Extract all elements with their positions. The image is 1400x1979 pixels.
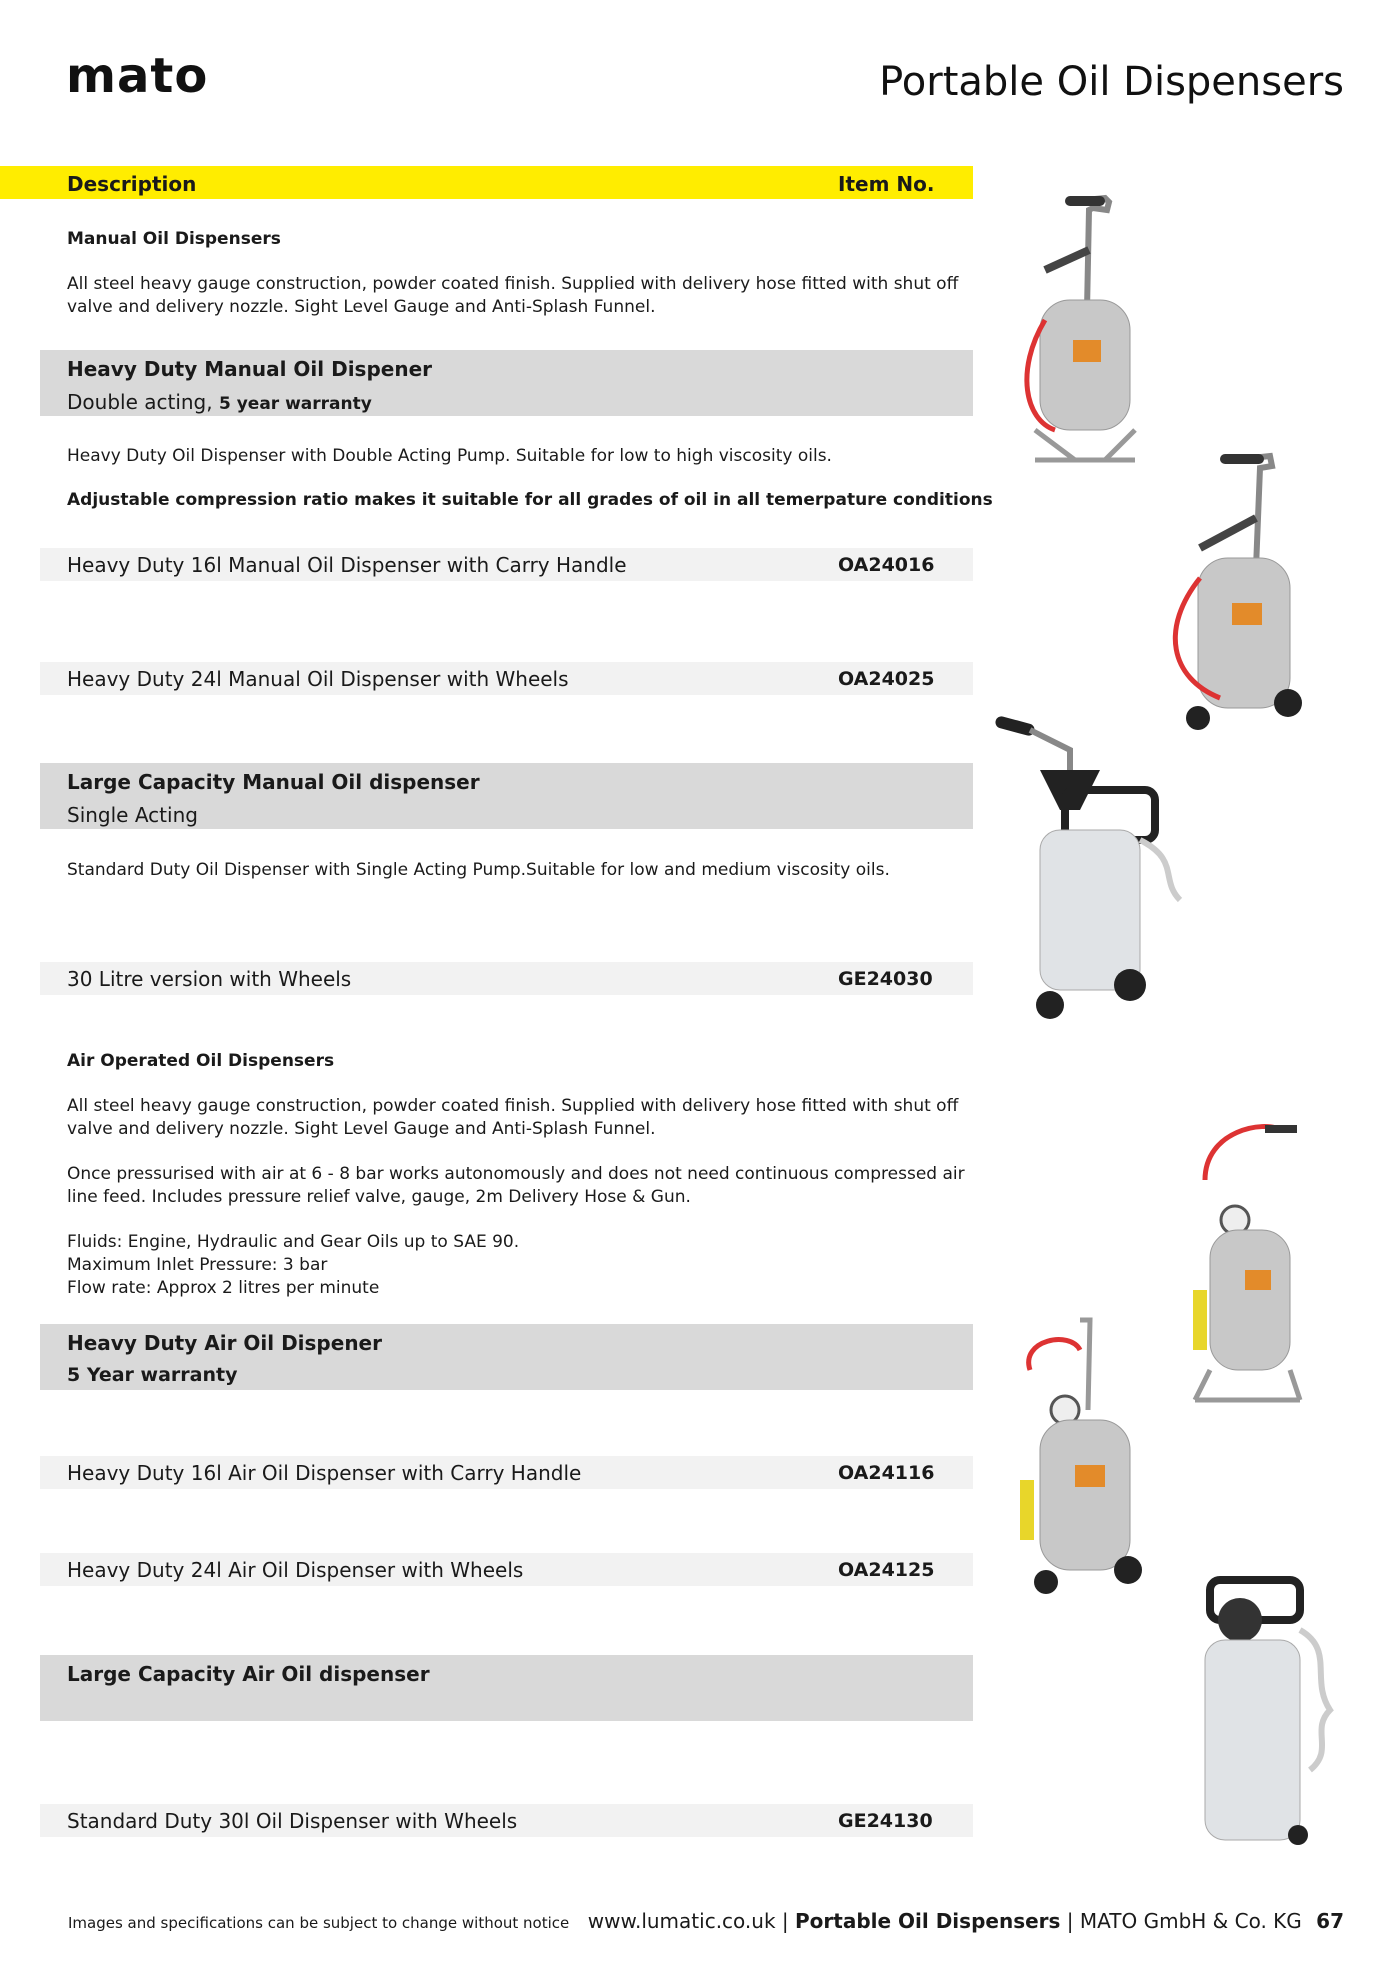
item-label: Heavy Duty 16l Manual Oil Dispenser with Carry Handle (67, 553, 627, 577)
group-title: Large Capacity Manual Oil dispenser (67, 770, 480, 794)
section-intro-air: All steel heavy gauge construction, powder coated finish. Supplied with delivery hose fitted with shut off valve and delivery nozzle. Sight Level Gauge and Anti-Splash Funnel. (67, 1096, 959, 1139)
item-label: Heavy Duty 24l Air Oil Dispenser with Wheels (67, 1558, 524, 1582)
product-image-16l-manual (1015, 190, 1155, 475)
item-code: OA24016 (838, 554, 935, 576)
section-intro-air-2: Once pressurised with air at 6 - 8 bar works autonomously and does not need continuous compressed air line feed. Includes pressure relief valve, gauge, 2m Delivery Hose & Gun. (67, 1164, 965, 1207)
spec-flow: Flow rate: Approx 2 litres per minute (67, 1278, 380, 1298)
footer-url[interactable]: www.lumatic.co.uk | (587, 1909, 789, 1933)
group-note: Adjustable compression ratio makes it suitable for all grades of oil in all temerpature conditions (67, 490, 993, 510)
column-header-description: Description (67, 172, 197, 196)
footer-info (588, 1909, 1344, 1933)
column-header-item-no: Item No. (838, 172, 935, 196)
group-title: Heavy Duty Air Oil Dispener (67, 1331, 382, 1355)
group-header-hd-manual (40, 350, 973, 416)
table-row (40, 1553, 973, 1586)
table-row (40, 662, 973, 695)
item-code: GE24130 (838, 1810, 933, 1832)
page-title: Portable Oil Dispensers (879, 59, 1344, 105)
product-image-16l-air (1185, 1120, 1310, 1410)
item-label: 30 Litre version with Wheels (67, 967, 352, 991)
page-number: 67 (1316, 1909, 1344, 1933)
section-title-manual: Manual Oil Dispensers (67, 229, 281, 249)
table-row (40, 962, 973, 995)
item-label: Heavy Duty 16l Air Oil Dispenser with Carry Handle (67, 1461, 582, 1485)
spec-fluids: Fluids: Engine, Hydraulic and Gear Oils up to SAE 90. (67, 1232, 520, 1252)
group-title: Heavy Duty Manual Oil Dispener (67, 357, 433, 381)
item-code: OA24125 (838, 1559, 935, 1581)
table-row (40, 1804, 973, 1837)
group-header-lc-air (40, 1655, 973, 1721)
spec-pressure: Maximum Inlet Pressure: 3 bar (67, 1255, 328, 1275)
group-subtitle: Single Acting (67, 803, 198, 827)
footer-disclaimer: Images and specifications can be subject to change without notice (68, 1914, 570, 1932)
group-subtitle-a: Double acting, (67, 390, 213, 414)
group-description: Standard Duty Oil Dispenser with Single Acting Pump.Suitable for low and medium viscosity oils. (67, 860, 890, 880)
product-image-30l-manual (990, 710, 1190, 1030)
item-code: OA24025 (838, 668, 935, 690)
product-image-30l-air (1170, 1570, 1335, 1860)
table-row (40, 1456, 973, 1489)
table-row (40, 548, 973, 581)
section-intro-manual: All steel heavy gauge construction, powder coated finish. Supplied with delivery hose fitted with shut off valve and delivery nozzle. Sight Level Gauge and Anti-Splash Funnel. (67, 274, 959, 317)
group-header-hd-air (40, 1324, 973, 1390)
warranty-label: 5 year warranty (218, 394, 372, 414)
item-label: Heavy Duty 24l Manual Oil Dispenser with Wheels (67, 667, 569, 691)
footer-company: | MATO GmbH & Co. KG (1066, 1909, 1302, 1933)
group-header-lc-manual (40, 763, 973, 829)
product-image-24l-manual (1160, 448, 1320, 738)
footer-section: Portable Oil Dispensers (795, 1909, 1061, 1933)
item-code: OA24116 (838, 1462, 935, 1484)
item-label: Standard Duty 30l Oil Dispenser with Wheels (67, 1809, 518, 1833)
group-subtitle (67, 390, 372, 414)
group-title: Large Capacity Air Oil dispenser (67, 1662, 430, 1686)
group-description: Heavy Duty Oil Dispenser with Double Acting Pump. Suitable for low to high viscosity oils. (67, 446, 832, 466)
brand-logo: mato (66, 48, 209, 104)
section-title-air: Air Operated Oil Dispensers (67, 1051, 335, 1071)
product-image-24l-air (1010, 1310, 1160, 1600)
warranty-label: 5 Year warranty (67, 1364, 238, 1386)
item-code: GE24030 (838, 968, 933, 990)
